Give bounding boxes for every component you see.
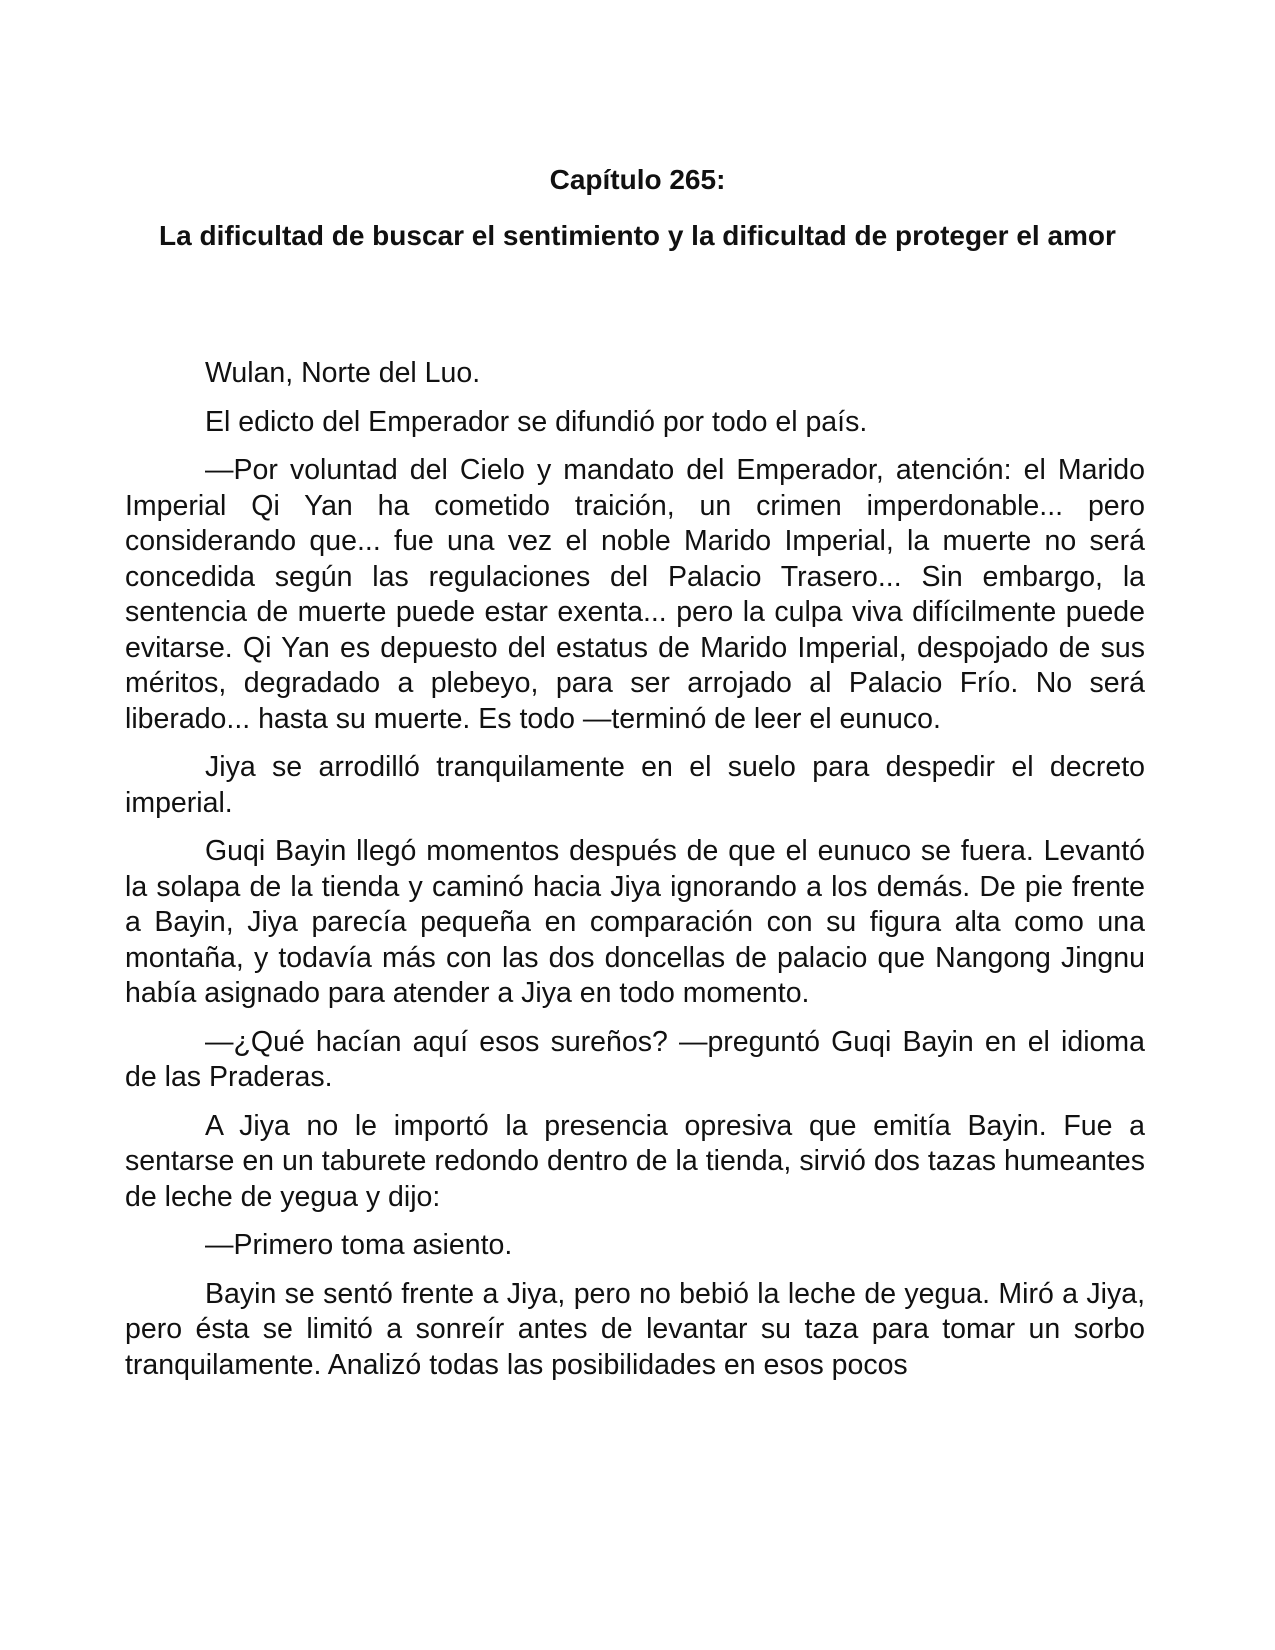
paragraph: A Jiya no le importó la presencia opresiva que emitía Bayin. Fue a sentarse en un taburete redondo dentro de la tienda, sirvió dos tazas humeantes de leche de yegua y dijo: xyxy=(125,1109,1145,1213)
paragraph: —Por voluntad del Cielo y mandato del Emperador, atención: el Marido Imperial Qi Yan ha cometido traición, un crimen imperdonable... pero considerando que... fue una vez el noble Marido Imperial, la muerte no será concedida según las regulaciones del Palacio Trasero... Sin embargo, la sentencia de muerte puede estar exenta... pero la culpa viva difícilmente puede evitarse. Qi Yan es depuesto del estatus de Marido Imperial, despojado de sus méritos, degradado a plebeyo, para ser arrojado al Palacio Frío. No será liberado... hasta su muerte. Es todo —terminó de leer el eunuco. xyxy=(125,454,1145,735)
paragraph: —¿Qué hacían aquí esos sureños? —preguntó Guqi Bayin en el idioma de las Praderas. xyxy=(125,1025,1145,1093)
chapter-number: Capítulo 265: xyxy=(549,164,726,195)
chapter-title: La dificultad de buscar el sentimiento y la dificultad de proteger el amor xyxy=(159,220,1116,251)
paragraph: Jiya se arrodilló tranquilamente en el suelo para despedir el decreto imperial. xyxy=(125,751,1145,819)
paragraph: El edicto del Emperador se difundió por todo el país. xyxy=(205,405,868,438)
body-text xyxy=(125,356,1145,1396)
paragraph: Guqi Bayin llegó momentos después de que el eunuco se fuera. Levantó la solapa de la tienda y caminó hacia Jiya ignorando a los demás. De pie frente a Bayin, Jiya parecía pequeña en comparación con su figura alta como una montaña, y todavía más con las dos doncellas de palacio que Nangong Jingnu había asignado para atender a Jiya en todo momento. xyxy=(125,835,1145,1009)
paragraph: —Primero toma asiento. xyxy=(205,1229,513,1261)
paragraph: Wulan, Norte del Luo. xyxy=(205,357,481,389)
paragraph: Bayin se sentó frente a Jiya, pero no bebió la leche de yegua. Miró a Jiya, pero ésta se limitó a sonreír antes de levantar su taza para tomar un sorbo tranquilamente. Analizó todas las posibilidades en esos pocos xyxy=(125,1277,1145,1381)
